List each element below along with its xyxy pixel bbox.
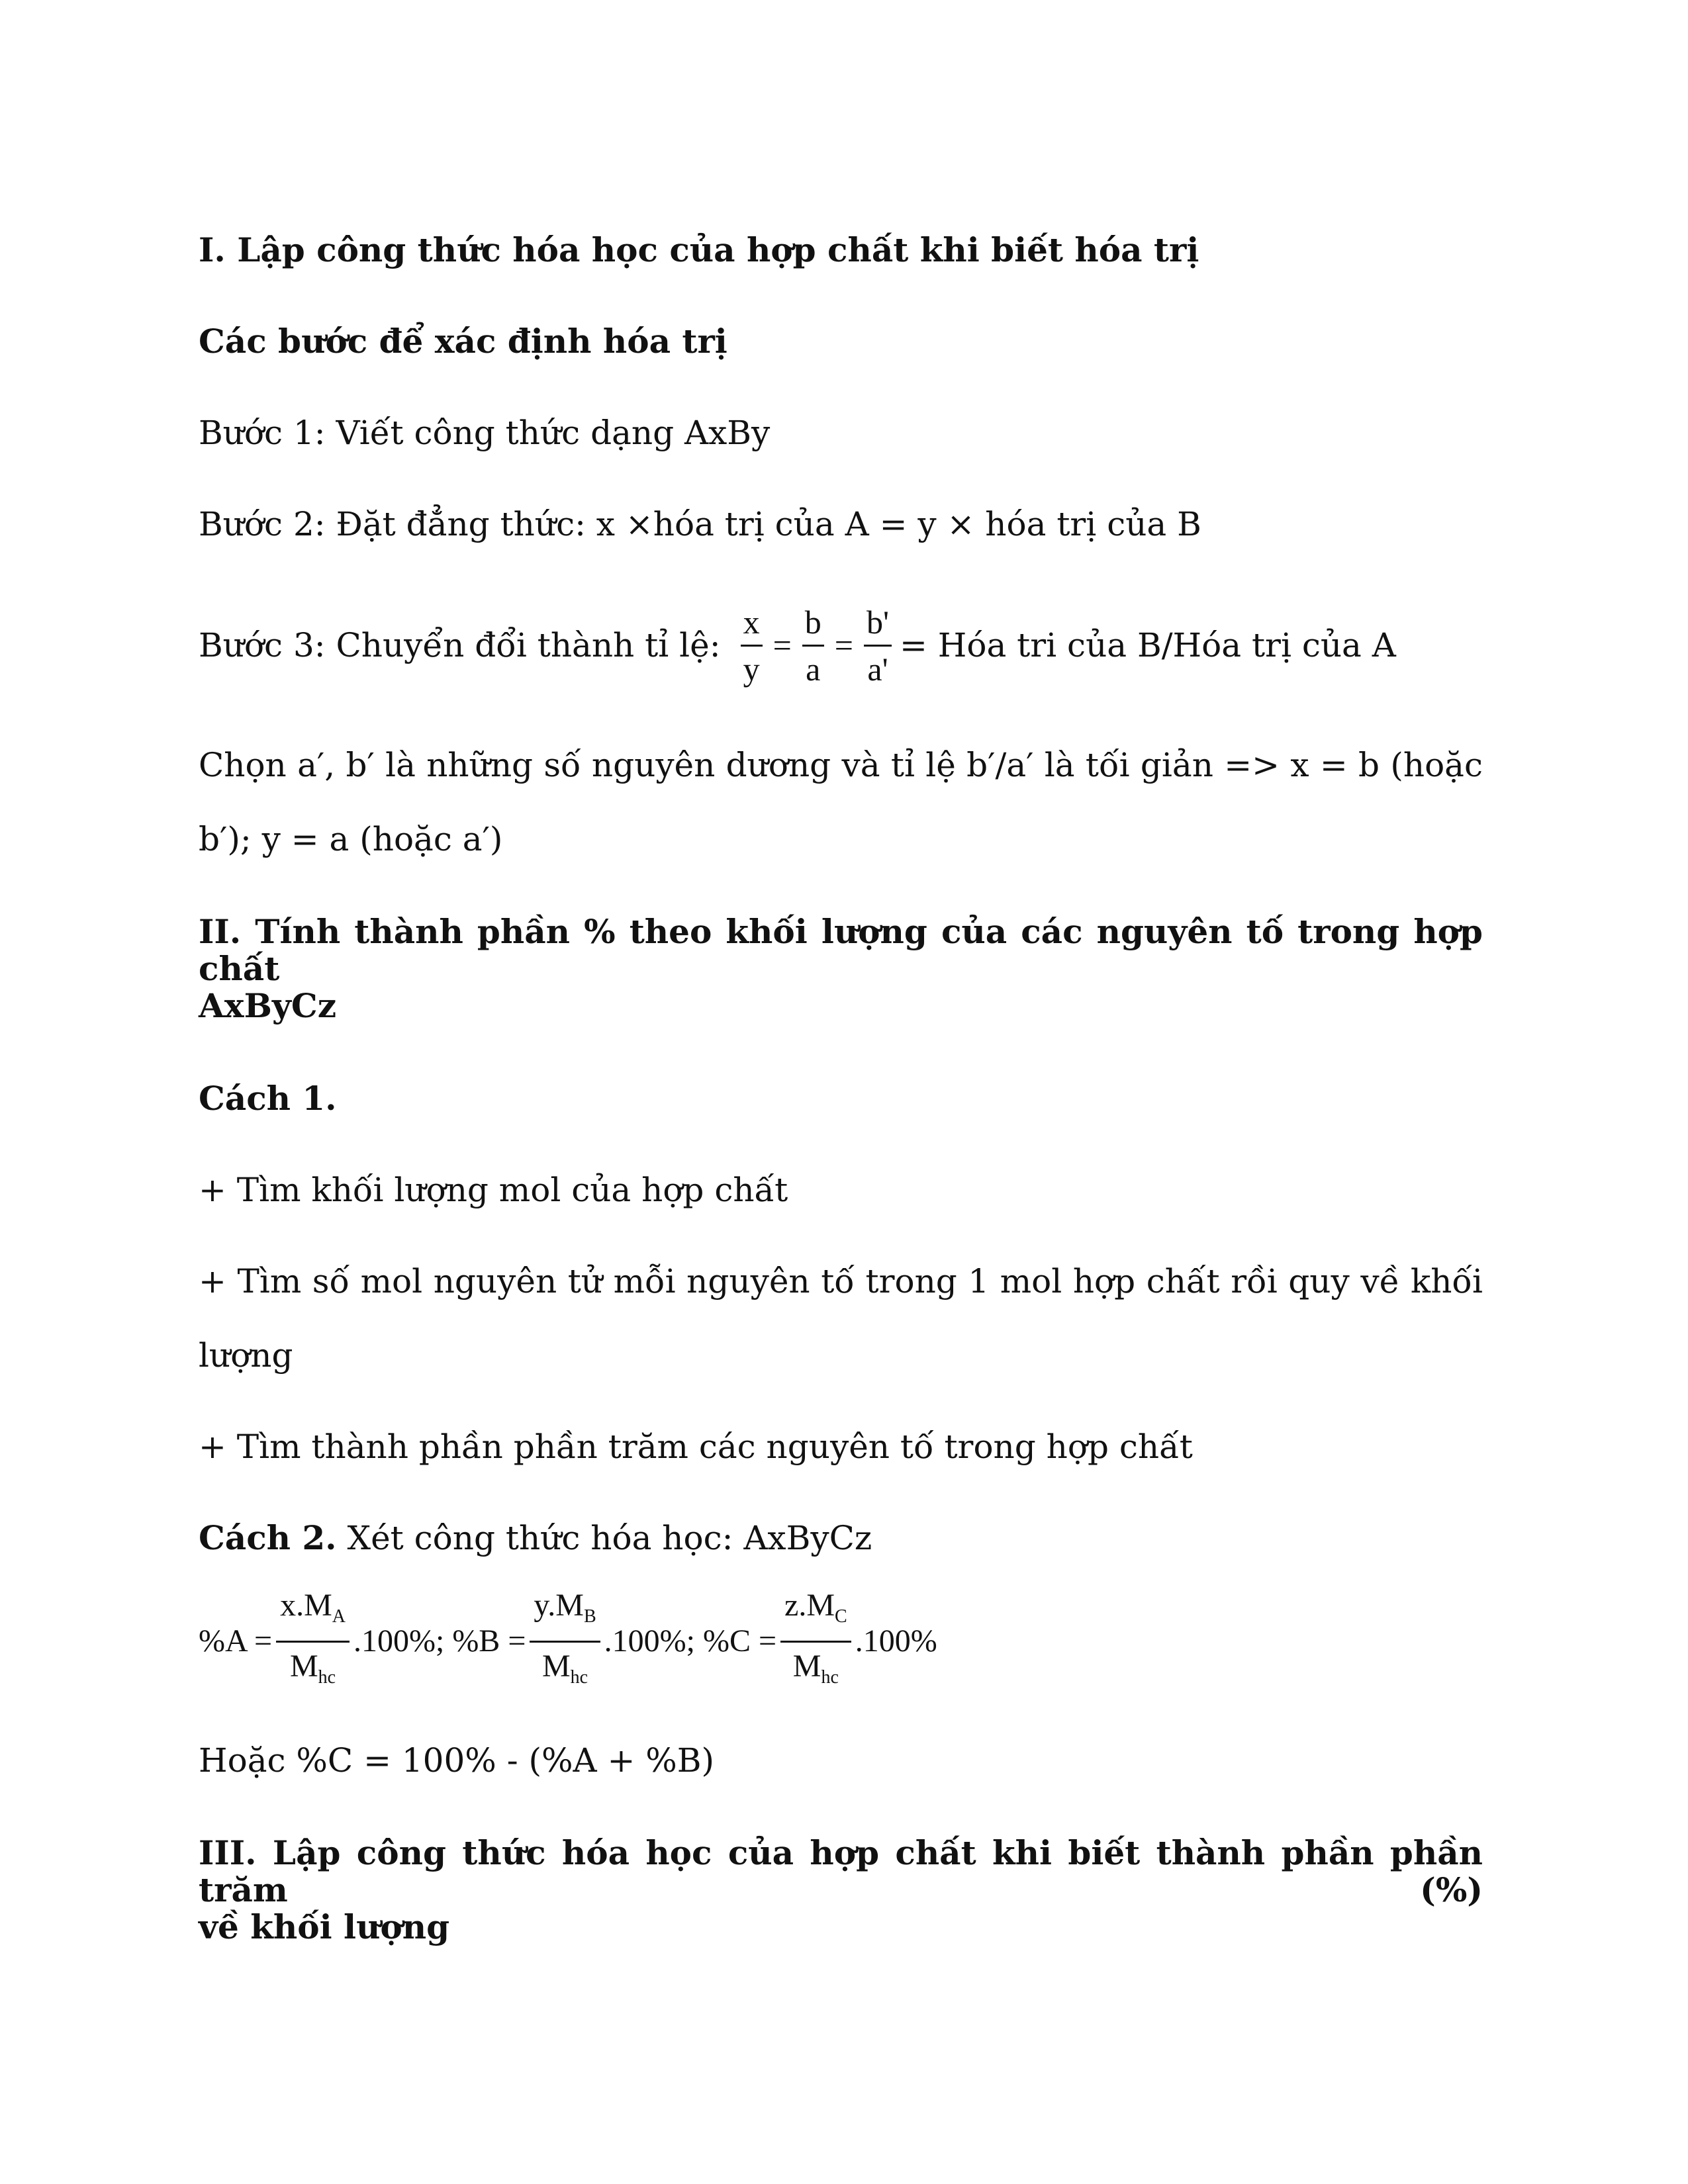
fraction-percent-b: $\frac{y.M_B}{M_{hc}}$ (530, 1587, 600, 1696)
step-3-label: Bước 3: Chuyển đổi thành tỉ lệ: (199, 626, 721, 664)
method-1-title: Cách 1. (199, 1079, 337, 1118)
step-3-tail: = Hóa tri của B/Hóa trị của A (899, 626, 1396, 664)
alternative-formula: Hoặc %C = 100% - (%A + %B) (199, 1741, 715, 1780)
bullet-3: + Tìm thành phần phần trăm các nguyên tố trong hợp chất (199, 1428, 1193, 1466)
fraction-b-prime-a-prime: $\frac{b'}{a'}$ (864, 604, 892, 688)
step-2: Bước 2: Đặt đẳng thức: x ×hóa trị của A = y × hóa trị của B (199, 505, 1201, 543)
step-1: Bước 1: Viết công thức dạng AxBy (199, 414, 771, 452)
percent-formula: %A = $\frac{x.M_A}{M_{hc}}$ .100%; %B = $\frac{y.M_B}{M_{hc}}$ .100%; %C = $\frac{z.M_C}{M_{hc}}$ .100% (199, 1595, 1483, 1688)
section-2-heading-line-2: AxByCz (199, 986, 337, 1025)
choose-line-2: b′); y = a (hoặc a′) (199, 820, 503, 858)
section-3-heading-line-2: về khối lượng (199, 1907, 450, 1946)
fraction-x-y: $\frac{x}{y}$ (741, 604, 763, 688)
fraction-b-a: $\frac{b}{a}$ (802, 604, 824, 688)
ratio-formula: $\frac{x}{y}$ = $\frac{b}{a}$ = $\frac{b'}{a'}$ (737, 604, 896, 688)
method-2-text: Xét công thức hóa học: AxByCz (336, 1519, 872, 1557)
method-2-line (199, 1520, 1483, 1557)
fraction-percent-c: $\frac{z.M_C}{M_{hc}}$ (780, 1587, 851, 1696)
bullet-1: + Tìm khối lượng mol của hợp chất (199, 1171, 788, 1209)
section-3-heading-line-1: III. Lập công thức hóa học của hợp chất khi biết thành phần phần trăm (%) (199, 1833, 1483, 1909)
step-3 (199, 596, 1483, 695)
section-1-subheading: Các bước để xác định hóa trị (199, 322, 727, 361)
bullet-2-line-2: lượng (199, 1336, 293, 1375)
section-1-heading: I. Lập công thức hóa học của hợp chất khi biết hóa trị (199, 230, 1199, 269)
fraction-percent-a: $\frac{x.M_A}{M_{hc}}$ (276, 1587, 350, 1696)
bullet-2-line-1: + Tìm số mol nguyên tử mỗi nguyên tố trong 1 mol hợp chất rồi quy về khối (199, 1262, 1483, 1300)
method-2-title: Cách 2. (199, 1518, 337, 1557)
section-2-heading-line-1: II. Tính thành phần % theo khối lượng của các nguyên tố trong hợp chất (199, 912, 1483, 988)
choose-line-1: Chọn a′, b′ là những số nguyên dương và tỉ lệ b′/a′ là tối giản => x = b (hoặc (199, 746, 1483, 784)
